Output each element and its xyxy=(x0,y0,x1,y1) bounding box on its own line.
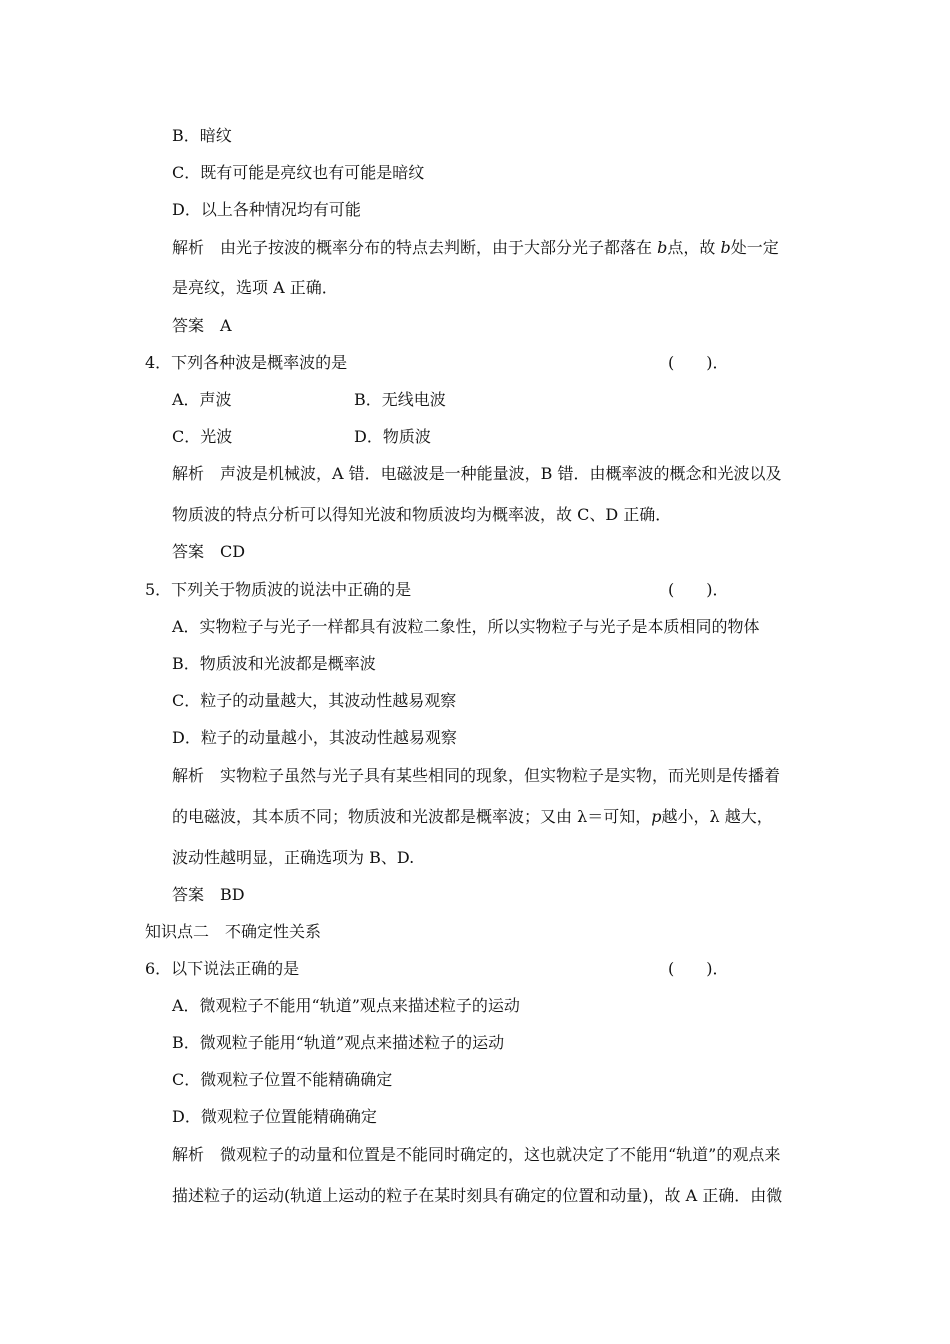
answer-blank: ( )． xyxy=(668,353,729,372)
option-c: C．光波 xyxy=(172,427,233,446)
option-b: B．物质波和光波都是概率波 xyxy=(172,654,376,673)
option-b: B．微观粒子能用“轨道”观点来描述粒子的运动 xyxy=(172,1033,505,1052)
answer: 答案 A xyxy=(172,316,232,335)
option-d: D．物质波 xyxy=(354,427,431,446)
analysis-line: 物质波的特点分析可以得知光波和物质波均为概率波，故 C、D 正确． xyxy=(172,505,672,524)
analysis-line: 的电磁波，其本质不同；物质波和光波都是概率波；又由 λ＝可知，p越小，λ 越大， xyxy=(172,807,773,826)
option-a: A．实物粒子与光子一样都具有波粒二象性，所以实物粒子与光子是本质相同的物体 xyxy=(172,617,760,636)
option-d: D．微观粒子位置能精确确定 xyxy=(172,1107,377,1126)
option-c: C．微观粒子位置不能精确确定 xyxy=(172,1070,393,1089)
analysis-line: 解析 微观粒子的动量和位置是不能同时确定的，这也就决定了不能用“轨道”的观点来 xyxy=(172,1145,781,1164)
answer-blank: ( )． xyxy=(668,580,729,599)
option-d: D．粒子的动量越小，其波动性越易观察 xyxy=(172,728,457,747)
analysis-line: 波动性越明显，正确选项为 B、D. xyxy=(172,848,415,867)
analysis-line: 解析 声波是机械波，A 错．电磁波是一种能量波，B 错．由概率波的概念和光波以及 xyxy=(172,464,782,483)
analysis-line: 解析 由光子按波的概率分布的特点去判断，由于大部分光子都落在 b点，故 b处一定 xyxy=(172,238,779,257)
option-a: A．声波 xyxy=(172,390,232,409)
question-stem: 6．以下说法正确的是 xyxy=(145,959,300,978)
option-a: A．微观粒子不能用“轨道”观点来描述粒子的运动 xyxy=(172,996,520,1015)
answer: 答案 BD xyxy=(172,885,245,904)
analysis-line: 解析 实物粒子虽然与光子具有某些相同的现象，但实物粒子是实物，而光则是传播着 xyxy=(172,766,781,785)
question-stem: 4．下列各种波是概率波的是 xyxy=(145,353,348,372)
option-c: C．粒子的动量越大，其波动性越易观察 xyxy=(172,691,457,710)
analysis-line: 描述粒子的运动(轨道上运动的粒子在某时刻具有确定的位置和动量)，故 A 正确．由微 xyxy=(172,1186,783,1205)
question-stem: 5．下列关于物质波的说法中正确的是 xyxy=(145,580,412,599)
option-c: C．既有可能是亮纹也有可能是暗纹 xyxy=(172,163,425,182)
option-b: B．无线电波 xyxy=(354,390,446,409)
analysis-line: 是亮纹，选项 A 正确． xyxy=(172,278,338,297)
answer-blank: ( )． xyxy=(668,959,729,978)
option-d: D．以上各种情况均有可能 xyxy=(172,200,361,219)
option-b: B．暗纹 xyxy=(172,126,232,145)
answer: 答案 CD xyxy=(172,542,246,561)
section-heading: 知识点二 不确定性关系 xyxy=(145,922,322,941)
